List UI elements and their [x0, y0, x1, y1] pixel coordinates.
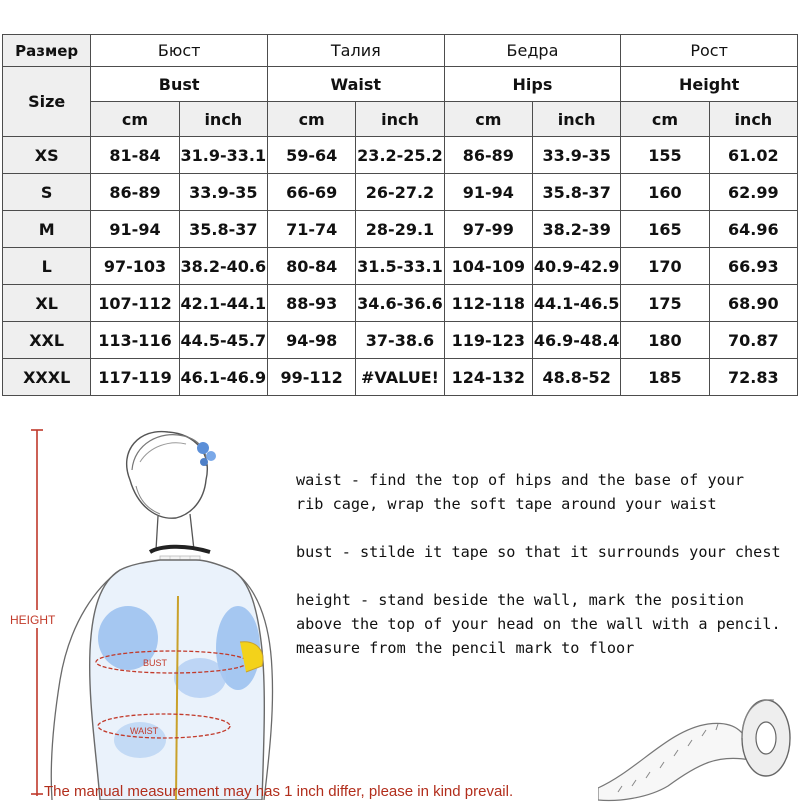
tape-measure-illustration	[598, 690, 798, 802]
measurement-cell: 104-109	[444, 248, 532, 285]
size-label-cell: XXL	[3, 322, 91, 359]
measurement-cell: 61.02	[709, 137, 797, 174]
measurement-cell: 34.6-36.6	[356, 285, 444, 322]
measurement-cell: 117-119	[91, 359, 179, 396]
size-label-cell: L	[3, 248, 91, 285]
measurement-cell: 170	[621, 248, 709, 285]
measurement-cell: 88-93	[267, 285, 355, 322]
measurement-cell: 175	[621, 285, 709, 322]
size-row	[3, 137, 798, 174]
measurement-cell: 64.96	[709, 211, 797, 248]
size-label-cell: M	[3, 211, 91, 248]
measurement-cell: 119-123	[444, 322, 532, 359]
measurement-cell: 31.5-33.1	[356, 248, 444, 285]
measurement-cell: 91-94	[444, 174, 532, 211]
measurement-cell: 38.2-40.6	[179, 248, 267, 285]
height-label: HEIGHT	[10, 613, 56, 627]
instruction-bust: bust - stilde it tape so that it surrounds your chest	[296, 543, 781, 561]
measurement-cell: 42.1-44.1	[179, 285, 267, 322]
waist-label: WAIST	[130, 726, 159, 736]
footer-disclaimer: The manual measurement may has 1 inch differ, please in kind prevail.	[44, 783, 514, 800]
measurement-cell: 97-99	[444, 211, 532, 248]
measurement-cell: 107-112	[91, 285, 179, 322]
measurement-cell: 26-27.2	[356, 174, 444, 211]
measurement-cell: 33.9-35	[179, 174, 267, 211]
measurement-cell: 160	[621, 174, 709, 211]
instruction-height: height - stand beside the wall, mark the position above the top of your head on the wall with a pencil. measure from the pencil mark to floor	[296, 591, 781, 657]
unit-bust-cm: cm	[91, 102, 179, 137]
header-hips-en: Hips	[444, 67, 621, 102]
measurement-cell: 38.2-39	[532, 211, 620, 248]
measurement-cell: 185	[621, 359, 709, 396]
header-size-ru: Размер	[3, 35, 91, 67]
measurement-cell: 23.2-25.2	[356, 137, 444, 174]
unit-waist-inch: inch	[356, 102, 444, 137]
header-height-ru: Рост	[621, 35, 798, 67]
size-row	[3, 211, 798, 248]
size-label-cell: XXXL	[3, 359, 91, 396]
measurement-cell: 44.1-46.5	[532, 285, 620, 322]
header-bust-en: Bust	[91, 67, 268, 102]
measurement-cell: 37-38.6	[356, 322, 444, 359]
size-label-cell: XL	[3, 285, 91, 322]
tape-strip	[598, 723, 750, 800]
measurement-cell: 91-94	[91, 211, 179, 248]
size-chart-table	[2, 34, 798, 396]
measurement-cell: 35.8-37	[179, 211, 267, 248]
measurement-cell: 66.93	[709, 248, 797, 285]
header-hips-ru: Бедра	[444, 35, 621, 67]
measurement-instructions	[296, 468, 796, 684]
head-outline	[127, 432, 208, 519]
body-measurement-illustration	[0, 410, 296, 800]
size-label-cell: XS	[3, 137, 91, 174]
measurement-cell: 40.9-42.9	[532, 248, 620, 285]
measurement-cell: 59-64	[267, 137, 355, 174]
unit-height-cm: cm	[621, 102, 709, 137]
size-row	[3, 248, 798, 285]
neckline	[150, 547, 210, 552]
header-waist-en: Waist	[267, 67, 444, 102]
size-label-cell: S	[3, 174, 91, 211]
measurement-cell: 31.9-33.1	[179, 137, 267, 174]
measurement-cell: 71-74	[267, 211, 355, 248]
size-row	[3, 359, 798, 396]
measurement-cell: 44.5-45.7	[179, 322, 267, 359]
measurement-cell: 28-29.1	[356, 211, 444, 248]
measurement-cell: 35.8-37	[532, 174, 620, 211]
size-row	[3, 174, 798, 211]
measurement-cell: 46.9-48.4	[532, 322, 620, 359]
measurement-cell: 86-89	[91, 174, 179, 211]
header-size-en: Size	[3, 67, 91, 137]
unit-waist-cm: cm	[267, 102, 355, 137]
measurement-cell: 94-98	[267, 322, 355, 359]
measurement-cell: 86-89	[444, 137, 532, 174]
measurement-cell: 124-132	[444, 359, 532, 396]
measurement-cell: 66-69	[267, 174, 355, 211]
measurement-cell: 155	[621, 137, 709, 174]
measurement-cell: 33.9-35	[532, 137, 620, 174]
measurement-cell: 99-112	[267, 359, 355, 396]
bust-label: BUST	[143, 658, 168, 668]
measurement-cell: 112-118	[444, 285, 532, 322]
measurement-cell: 62.99	[709, 174, 797, 211]
header-bust-ru: Бюст	[91, 35, 268, 67]
measurement-cell: 70.87	[709, 322, 797, 359]
header-row-english	[3, 67, 798, 102]
measurement-cell: 48.8-52	[532, 359, 620, 396]
measurement-cell: #VALUE!	[356, 359, 444, 396]
unit-hips-cm: cm	[444, 102, 532, 137]
header-height-en: Height	[621, 67, 798, 102]
header-row-units	[3, 102, 798, 137]
measurement-cell: 68.90	[709, 285, 797, 322]
size-row	[3, 322, 798, 359]
measurement-cell: 72.83	[709, 359, 797, 396]
measurement-cell: 46.1-46.9	[179, 359, 267, 396]
measurement-cell: 180	[621, 322, 709, 359]
measurement-cell: 165	[621, 211, 709, 248]
measurement-cell: 97-103	[91, 248, 179, 285]
header-waist-ru: Талия	[267, 35, 444, 67]
measurement-cell: 80-84	[267, 248, 355, 285]
unit-height-inch: inch	[709, 102, 797, 137]
size-row	[3, 285, 798, 322]
unit-hips-inch: inch	[532, 102, 620, 137]
unit-bust-inch: inch	[179, 102, 267, 137]
measurement-cell: 113-116	[91, 322, 179, 359]
measurement-cell: 81-84	[91, 137, 179, 174]
instruction-waist: waist - find the top of hips and the base of your rib cage, wrap the soft tape around your waist	[296, 471, 745, 513]
header-row-russian	[3, 35, 798, 67]
